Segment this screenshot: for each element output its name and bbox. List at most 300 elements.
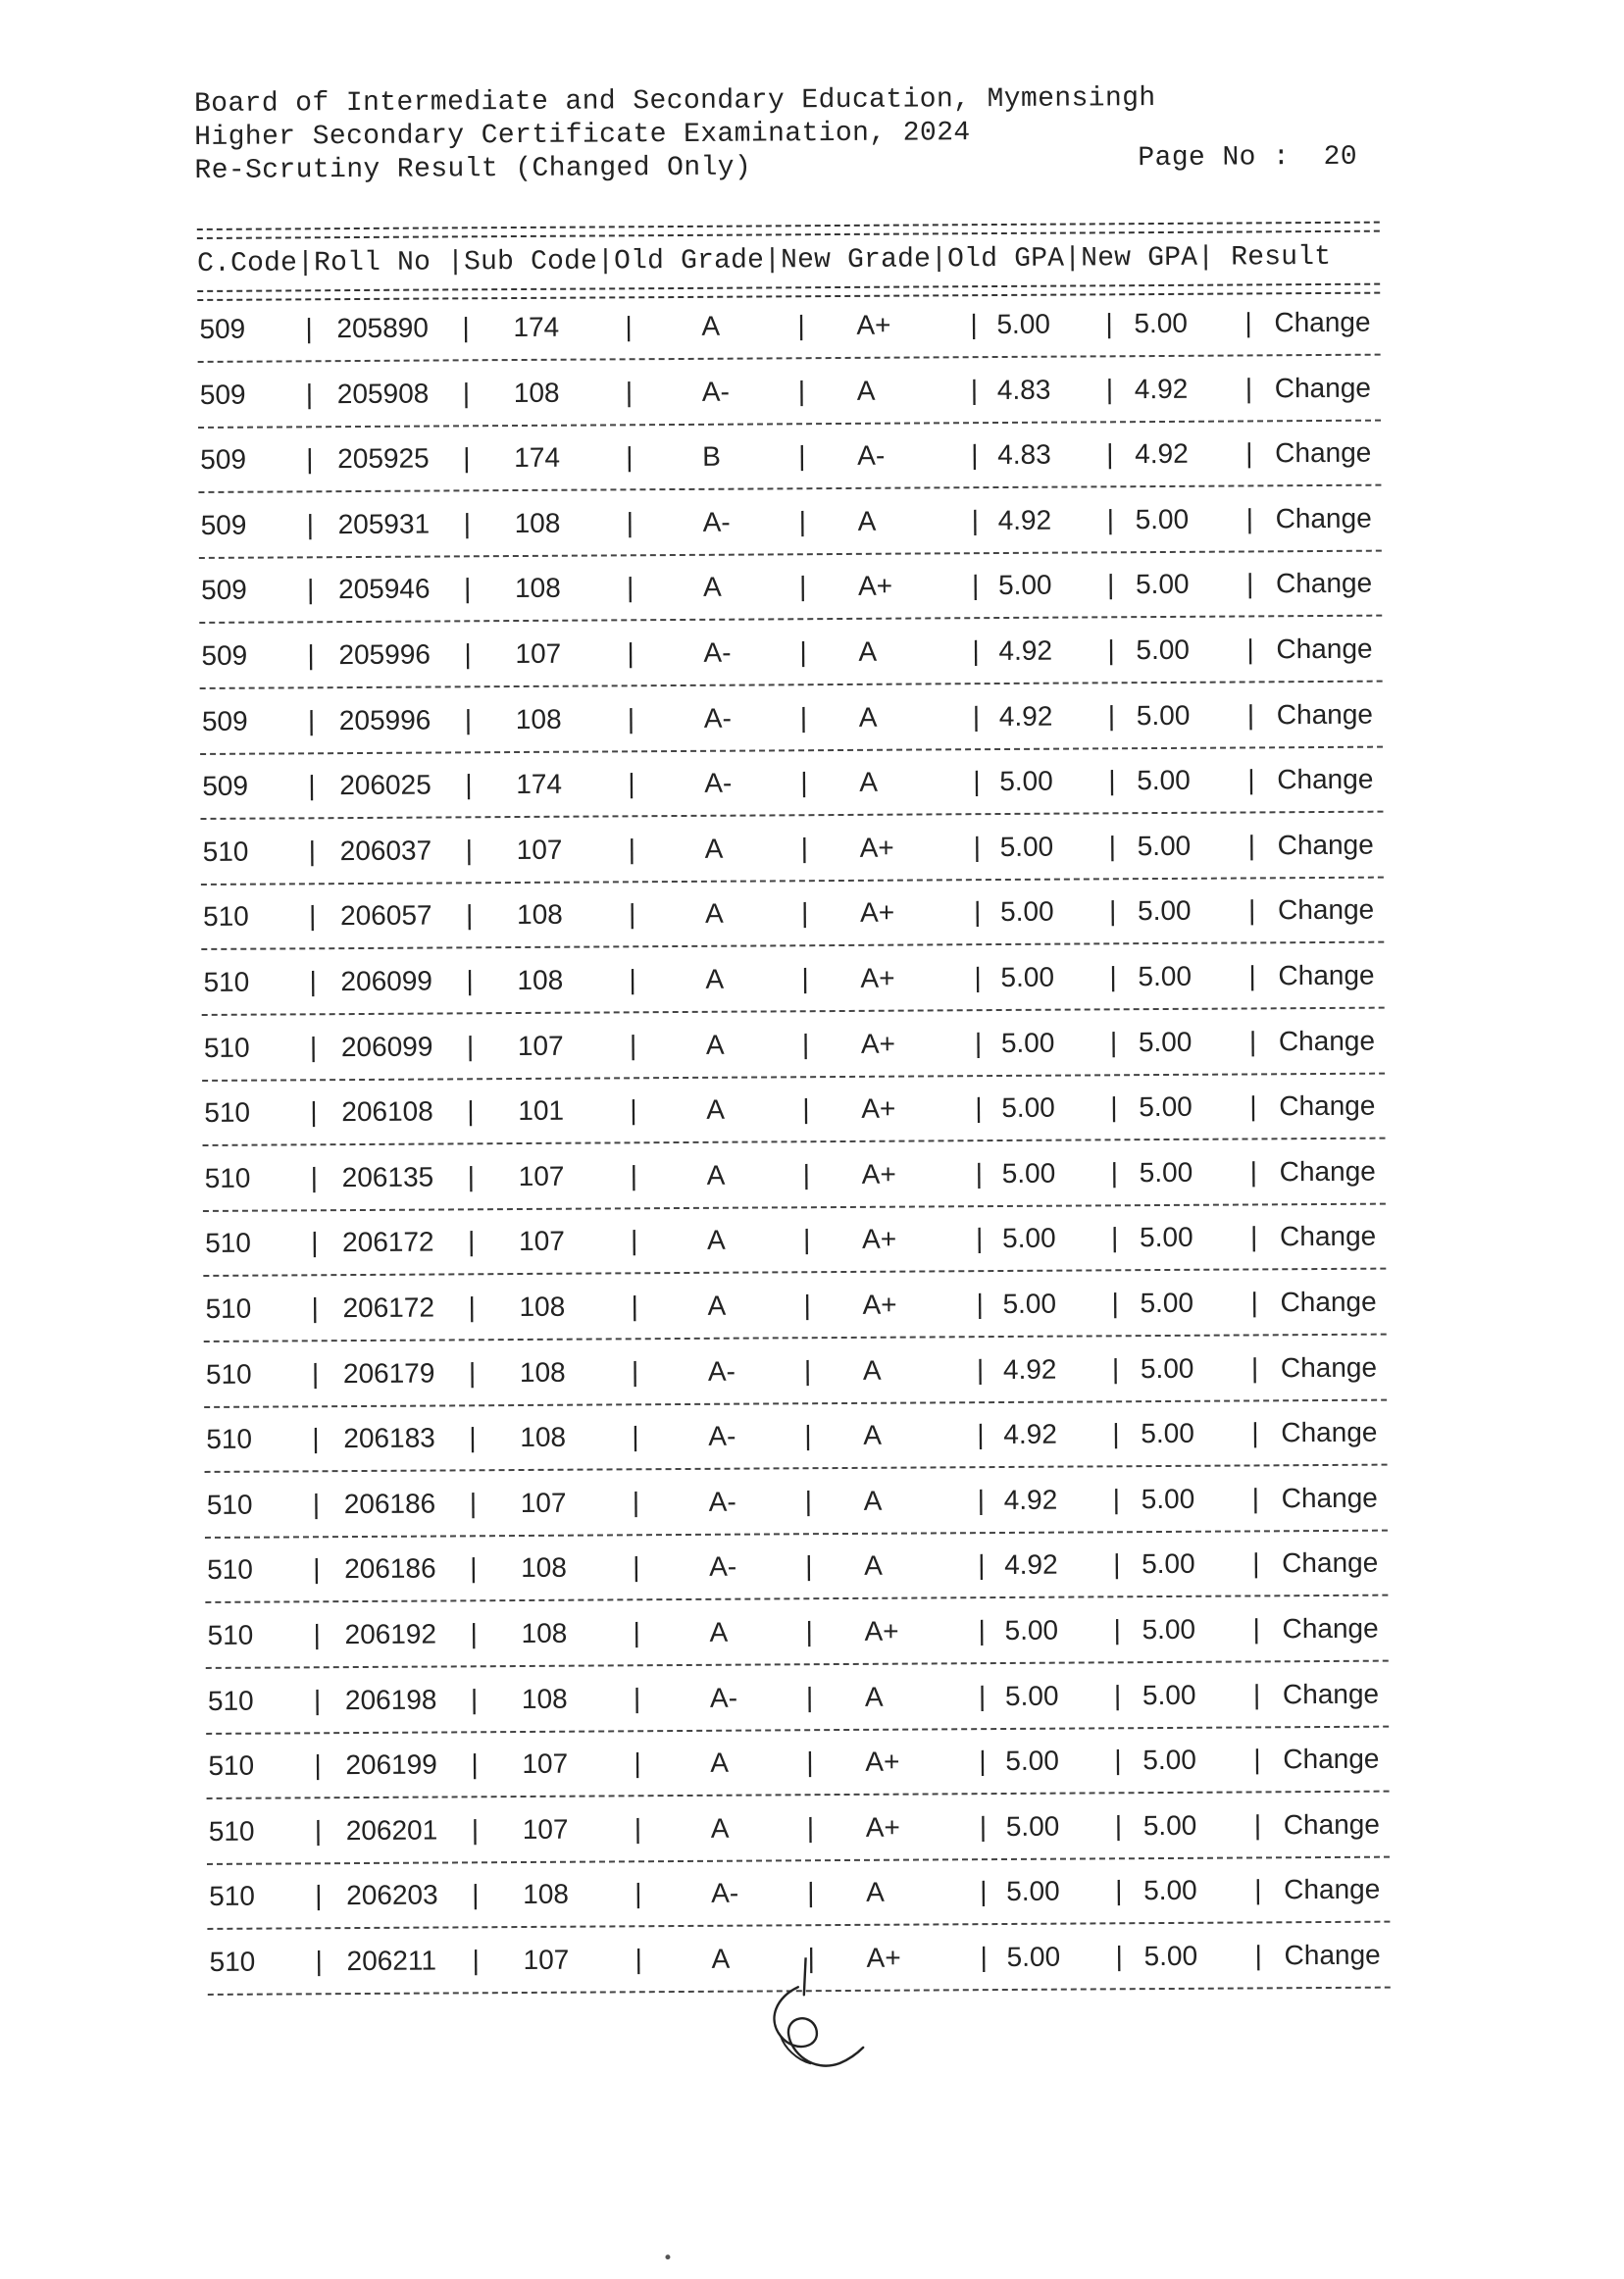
column-separator: | bbox=[1112, 1484, 1121, 1515]
row-divider bbox=[207, 1921, 1390, 1930]
column-separator: | bbox=[800, 897, 809, 929]
column-separator: | bbox=[807, 1877, 815, 1908]
center-code-cell: 509 bbox=[201, 705, 248, 736]
column-separator: | bbox=[975, 1092, 983, 1124]
subject-code-cell: 108 bbox=[519, 1291, 566, 1323]
column-separator: | bbox=[980, 1942, 988, 1973]
column-separator: | bbox=[1252, 1613, 1260, 1645]
old-grade-cell: A bbox=[704, 898, 724, 930]
column-separator: | bbox=[1245, 503, 1254, 534]
column-separator: | bbox=[1110, 1091, 1118, 1123]
column-separator: | bbox=[971, 504, 980, 535]
column-separator: | bbox=[308, 770, 316, 801]
column-separator: | bbox=[632, 1487, 640, 1518]
old-gpa-cell: 4.92 bbox=[1003, 1484, 1058, 1515]
column-separator: | bbox=[973, 831, 982, 862]
column-separator: | bbox=[469, 1422, 477, 1453]
old-grade-cell: A bbox=[706, 1159, 726, 1190]
column-separator: | bbox=[470, 1552, 478, 1584]
table-row bbox=[200, 764, 1387, 810]
column-separator: | bbox=[313, 1553, 321, 1585]
column-separator: | bbox=[1111, 1222, 1119, 1253]
roll-number-cell: 205996 bbox=[338, 704, 431, 735]
subject-code-cell: 107 bbox=[517, 1030, 564, 1061]
roll-number-cell: 205908 bbox=[336, 378, 430, 409]
row-divider bbox=[206, 1725, 1389, 1734]
roll-number-cell: 206025 bbox=[339, 769, 431, 801]
subject-code-cell: 101 bbox=[518, 1094, 565, 1127]
subject-code-cell: 108 bbox=[523, 1879, 570, 1910]
center-code-cell: 510 bbox=[207, 1619, 254, 1650]
column-separator: | bbox=[626, 507, 634, 538]
new-gpa-cell: 5.00 bbox=[1135, 503, 1190, 534]
table-column-headers: C.Code|Roll No |Sub Code|Old Grade|New Grade|Old GPA|New GPA| Result bbox=[196, 241, 1332, 279]
column-separator: | bbox=[802, 1158, 811, 1190]
result-cell: Change bbox=[1276, 698, 1374, 730]
column-separator: | bbox=[1252, 1678, 1261, 1710]
new-gpa-cell: 5.00 bbox=[1142, 1613, 1196, 1646]
row-divider bbox=[206, 1660, 1389, 1669]
subject-code-cell: 107 bbox=[515, 637, 562, 670]
row-divider bbox=[202, 1007, 1385, 1016]
column-separator: | bbox=[1115, 1875, 1123, 1906]
old-gpa-cell: 5.00 bbox=[997, 570, 1052, 601]
column-separator: | bbox=[470, 1618, 478, 1649]
column-separator: | bbox=[974, 1027, 983, 1058]
old-gpa-cell: 5.00 bbox=[999, 831, 1054, 862]
column-separator: | bbox=[801, 963, 809, 994]
new-gpa-cell: 5.00 bbox=[1134, 307, 1189, 339]
column-separator: | bbox=[806, 1811, 815, 1844]
subject-code-cell: 174 bbox=[516, 768, 563, 800]
column-separator: | bbox=[313, 1619, 321, 1650]
column-separator: | bbox=[1108, 831, 1117, 862]
new-gpa-cell: 5.00 bbox=[1142, 1744, 1196, 1776]
column-separator: | bbox=[972, 635, 980, 667]
column-separator: | bbox=[626, 572, 634, 603]
table-row bbox=[207, 1808, 1394, 1854]
column-separator: | bbox=[309, 900, 317, 932]
new-grade-cell: A+ bbox=[859, 832, 894, 863]
roll-number-cell: 206199 bbox=[345, 1748, 437, 1781]
column-separator: | bbox=[634, 1813, 642, 1845]
column-separator: | bbox=[1114, 1810, 1123, 1842]
result-cell: Change bbox=[1277, 763, 1374, 795]
column-separator: | bbox=[629, 964, 636, 995]
table-row bbox=[201, 829, 1388, 875]
column-separator: | bbox=[313, 1684, 322, 1715]
column-separator: | bbox=[464, 638, 472, 670]
new-grade-cell: A+ bbox=[860, 1028, 896, 1059]
subject-code-cell: 108 bbox=[514, 507, 561, 538]
column-separator: | bbox=[978, 1680, 987, 1711]
row-divider bbox=[205, 1529, 1388, 1538]
column-separator: | bbox=[1109, 961, 1117, 992]
result-cell: Change bbox=[1281, 1416, 1378, 1448]
result-cell: Change bbox=[1275, 502, 1372, 534]
column-separator: | bbox=[973, 896, 982, 928]
column-separator: | bbox=[1249, 1090, 1257, 1122]
column-separator: | bbox=[1112, 1418, 1120, 1449]
column-separator: | bbox=[803, 1224, 811, 1255]
scan-speck bbox=[665, 2254, 670, 2259]
column-separator: | bbox=[804, 1420, 812, 1451]
roll-number-cell: 205890 bbox=[336, 312, 429, 344]
result-cell: Change bbox=[1274, 372, 1372, 403]
old-grade-cell: A bbox=[710, 1747, 730, 1779]
column-separator: | bbox=[1110, 1157, 1119, 1189]
center-code-cell: 509 bbox=[200, 443, 247, 476]
page-number: Page No : 20 bbox=[1138, 141, 1358, 175]
column-separator: | bbox=[807, 1943, 815, 1974]
old-grade-cell: A bbox=[704, 833, 724, 864]
column-separator: | bbox=[311, 1227, 319, 1258]
result-cell: Change bbox=[1278, 959, 1375, 991]
column-separator: | bbox=[627, 702, 635, 734]
column-separator: | bbox=[625, 311, 633, 342]
column-separator: | bbox=[979, 1810, 988, 1842]
roll-number-cell: 206211 bbox=[346, 1945, 437, 1977]
row-divider bbox=[198, 484, 1381, 493]
old-grade-cell: A- bbox=[707, 1355, 736, 1387]
column-separator: | bbox=[1244, 373, 1253, 404]
center-code-cell: 510 bbox=[205, 1358, 252, 1390]
column-separator: | bbox=[806, 1747, 814, 1778]
column-separator: | bbox=[466, 965, 474, 996]
column-separator: | bbox=[1247, 830, 1256, 861]
column-separator: | bbox=[1253, 1744, 1261, 1775]
roll-number-cell: 206203 bbox=[346, 1879, 438, 1911]
roll-number-cell: 206183 bbox=[343, 1422, 435, 1454]
column-separator: | bbox=[470, 1683, 479, 1714]
new-gpa-cell: 5.00 bbox=[1143, 1940, 1198, 1972]
new-grade-cell: A- bbox=[857, 439, 886, 472]
column-separator: | bbox=[305, 378, 314, 409]
column-separator: | bbox=[306, 574, 315, 605]
result-cell: Change bbox=[1283, 1743, 1380, 1775]
column-separator: | bbox=[315, 1880, 323, 1911]
column-separator: | bbox=[630, 1094, 637, 1126]
handwritten-signature bbox=[737, 1957, 876, 2105]
roll-number-cell: 206172 bbox=[342, 1291, 435, 1324]
old-grade-cell: B bbox=[702, 440, 722, 473]
table-row bbox=[201, 894, 1388, 940]
column-separator: | bbox=[1106, 438, 1114, 470]
old-gpa-cell: 5.00 bbox=[1005, 1745, 1059, 1777]
column-separator: | bbox=[307, 639, 315, 671]
old-gpa-cell: 5.00 bbox=[1000, 1027, 1055, 1058]
column-separator: | bbox=[1250, 1352, 1259, 1384]
old-gpa-cell: 5.00 bbox=[1001, 1091, 1055, 1124]
column-separator: | bbox=[800, 767, 808, 798]
old-grade-cell: A bbox=[707, 1225, 726, 1256]
new-gpa-cell: 5.00 bbox=[1136, 633, 1191, 666]
column-separator: | bbox=[463, 573, 472, 604]
column-separator: | bbox=[1249, 1156, 1258, 1188]
column-separator: | bbox=[633, 1682, 641, 1713]
new-grade-cell: A+ bbox=[865, 1746, 900, 1778]
column-separator: | bbox=[310, 1162, 319, 1193]
subject-code-cell: 107 bbox=[518, 1160, 565, 1191]
old-grade-cell: A bbox=[709, 1616, 729, 1647]
column-separator: | bbox=[1252, 1547, 1260, 1579]
column-separator: | bbox=[797, 375, 806, 406]
new-grade-cell: A bbox=[863, 1419, 883, 1451]
old-grade-cell: A- bbox=[711, 1878, 739, 1909]
old-gpa-cell: 5.00 bbox=[1005, 1810, 1060, 1842]
new-gpa-cell: 5.00 bbox=[1137, 830, 1192, 861]
result-cell: Change bbox=[1280, 1221, 1377, 1252]
new-grade-cell: A bbox=[863, 1485, 883, 1516]
column-separator: | bbox=[633, 1617, 640, 1648]
table-row bbox=[206, 1744, 1393, 1790]
old-gpa-cell: 5.00 bbox=[1006, 1876, 1060, 1907]
new-grade-cell: A+ bbox=[865, 1811, 900, 1843]
column-separator: | bbox=[799, 636, 807, 668]
column-separator: | bbox=[629, 1029, 637, 1060]
column-separator: | bbox=[799, 701, 808, 733]
subject-code-cell: 108 bbox=[520, 1421, 567, 1453]
roll-number-cell: 205946 bbox=[337, 573, 431, 605]
column-separator: | bbox=[308, 836, 317, 867]
column-separator: | bbox=[310, 1096, 318, 1128]
subject-code-cell: 107 bbox=[523, 1944, 570, 1975]
subject-code-cell: 108 bbox=[515, 703, 562, 734]
column-separator: | bbox=[634, 1747, 641, 1779]
center-code-cell: 510 bbox=[209, 1881, 256, 1912]
column-separator: | bbox=[798, 440, 806, 472]
row-divider bbox=[199, 615, 1382, 624]
new-gpa-cell: 5.00 bbox=[1137, 765, 1191, 796]
old-gpa-cell: 5.00 bbox=[999, 896, 1054, 928]
old-grade-cell: A- bbox=[709, 1551, 737, 1583]
subject-code-cell: 108 bbox=[519, 1356, 566, 1388]
roll-number-cell: 206201 bbox=[345, 1814, 438, 1846]
column-separator: | bbox=[974, 962, 982, 993]
old-gpa-cell: 5.00 bbox=[1004, 1614, 1059, 1646]
new-gpa-cell: 4.92 bbox=[1135, 438, 1189, 470]
table-row bbox=[199, 502, 1386, 548]
old-gpa-cell: 5.00 bbox=[1002, 1288, 1057, 1319]
roll-number-cell: 206037 bbox=[339, 835, 432, 866]
roll-number-cell: 206186 bbox=[344, 1552, 436, 1585]
column-separator: | bbox=[469, 1488, 478, 1519]
old-gpa-cell: 4.92 bbox=[1004, 1549, 1058, 1581]
column-separator: | bbox=[628, 834, 636, 865]
result-cell: Change bbox=[1281, 1482, 1378, 1514]
column-separator: | bbox=[1245, 568, 1254, 599]
new-gpa-cell: 5.00 bbox=[1140, 1352, 1194, 1384]
new-grade-cell: A+ bbox=[860, 962, 895, 993]
table-row bbox=[202, 1090, 1389, 1137]
column-separator: | bbox=[805, 1681, 814, 1712]
column-separator: | bbox=[465, 769, 473, 800]
row-divider bbox=[203, 1268, 1386, 1277]
result-cell: Change bbox=[1284, 1874, 1381, 1905]
row-divider bbox=[204, 1334, 1387, 1342]
new-grade-cell: A bbox=[858, 701, 878, 733]
result-cell: Change bbox=[1278, 1025, 1376, 1056]
column-separator: | bbox=[978, 1549, 986, 1581]
column-separator: | bbox=[311, 1357, 320, 1389]
old-gpa-cell: 4.92 bbox=[1002, 1353, 1057, 1385]
column-separator: | bbox=[309, 1031, 318, 1062]
column-separator: | bbox=[805, 1616, 813, 1647]
old-gpa-cell: 4.83 bbox=[996, 374, 1051, 405]
column-separator: | bbox=[1108, 765, 1116, 796]
column-separator: | bbox=[632, 1421, 639, 1452]
new-gpa-cell: 5.00 bbox=[1140, 1222, 1193, 1253]
old-grade-cell: A bbox=[702, 572, 722, 603]
column-separator: | bbox=[467, 1161, 476, 1192]
column-separator: | bbox=[462, 312, 470, 343]
column-separator: | bbox=[1251, 1483, 1260, 1514]
new-grade-cell: A bbox=[864, 1550, 883, 1582]
new-gpa-cell: 5.00 bbox=[1138, 960, 1193, 992]
column-separator: | bbox=[980, 1876, 988, 1907]
center-code-cell: 510 bbox=[202, 836, 249, 867]
column-separator: | bbox=[625, 376, 634, 407]
row-divider bbox=[204, 1398, 1387, 1407]
result-cell: Change bbox=[1280, 1351, 1378, 1383]
old-grade-cell: A bbox=[707, 1290, 727, 1321]
column-separator: | bbox=[463, 508, 472, 539]
roll-number-cell: 206099 bbox=[340, 1031, 433, 1062]
column-separator: | bbox=[970, 374, 979, 405]
column-separator: | bbox=[1247, 764, 1255, 795]
row-divider bbox=[200, 681, 1383, 689]
column-separator: | bbox=[1106, 504, 1115, 535]
column-separator: | bbox=[315, 1946, 323, 1977]
column-separator: | bbox=[979, 1746, 987, 1777]
center-code-cell: 509 bbox=[200, 509, 247, 540]
column-separator: | bbox=[977, 1419, 985, 1450]
column-separator: | bbox=[314, 1749, 322, 1781]
column-separator: | bbox=[798, 506, 807, 537]
column-separator: | bbox=[466, 1030, 475, 1061]
old-gpa-cell: 5.00 bbox=[1000, 961, 1055, 993]
new-gpa-cell: 4.92 bbox=[1134, 373, 1189, 404]
subject-code-cell: 107 bbox=[522, 1813, 569, 1845]
column-separator: | bbox=[1113, 1614, 1121, 1646]
column-separator: | bbox=[804, 1485, 813, 1517]
row-divider bbox=[205, 1595, 1388, 1603]
column-separator: | bbox=[307, 704, 316, 735]
center-code-cell: 509 bbox=[199, 379, 246, 410]
new-grade-cell: A bbox=[858, 635, 878, 667]
column-separator: | bbox=[1106, 569, 1115, 600]
table-row bbox=[200, 698, 1387, 744]
result-cell: Change bbox=[1277, 829, 1374, 861]
old-grade-cell: A- bbox=[708, 1420, 736, 1452]
table-row bbox=[206, 1678, 1393, 1724]
table-row bbox=[203, 1155, 1390, 1201]
result-cell: Change bbox=[1275, 568, 1373, 599]
center-code-cell: 510 bbox=[204, 1162, 251, 1193]
column-separator: | bbox=[306, 509, 315, 540]
center-code-cell: 510 bbox=[209, 1946, 256, 1977]
subject-code-cell: 107 bbox=[516, 834, 563, 865]
column-separator: | bbox=[468, 1226, 476, 1257]
table-row bbox=[198, 437, 1385, 483]
table-row bbox=[204, 1351, 1391, 1397]
row-divider bbox=[198, 419, 1381, 428]
new-grade-cell: A+ bbox=[862, 1289, 897, 1320]
subject-code-cell: 108 bbox=[517, 964, 564, 996]
table-row bbox=[199, 633, 1386, 680]
row-divider bbox=[201, 876, 1384, 885]
column-separator: | bbox=[970, 309, 978, 340]
table-row bbox=[205, 1482, 1392, 1528]
new-gpa-cell: 5.00 bbox=[1142, 1548, 1195, 1580]
center-code-cell: 510 bbox=[207, 1554, 253, 1586]
column-separator: | bbox=[1253, 1809, 1262, 1841]
new-grade-cell: A bbox=[857, 505, 877, 536]
column-separator: | bbox=[631, 1225, 638, 1256]
table-row bbox=[199, 568, 1386, 614]
new-gpa-cell: 5.00 bbox=[1138, 1026, 1193, 1057]
column-separator: | bbox=[471, 1814, 480, 1846]
column-separator: | bbox=[465, 835, 474, 866]
old-gpa-cell: 5.00 bbox=[1004, 1680, 1059, 1711]
column-separator: | bbox=[1111, 1352, 1120, 1384]
result-cell: Change bbox=[1276, 633, 1373, 665]
row-divider bbox=[200, 811, 1383, 820]
column-separator: | bbox=[1251, 1417, 1259, 1448]
center-code-cell: 509 bbox=[200, 575, 247, 606]
old-grade-cell: A bbox=[701, 310, 721, 341]
column-separator: | bbox=[314, 1815, 323, 1847]
column-separator: | bbox=[306, 443, 314, 475]
new-gpa-cell: 5.00 bbox=[1141, 1417, 1194, 1449]
row-divider bbox=[199, 549, 1382, 558]
result-cell: Change bbox=[1282, 1612, 1379, 1645]
exam-title: Higher Secondary Certificate Examination, 2024 bbox=[194, 118, 971, 154]
old-grade-cell: A bbox=[711, 1943, 731, 1974]
old-grade-cell: A- bbox=[708, 1486, 736, 1517]
row-divider bbox=[203, 1138, 1386, 1146]
column-separator: | bbox=[973, 766, 981, 797]
new-gpa-cell: 5.00 bbox=[1142, 1809, 1197, 1841]
center-code-cell: 510 bbox=[207, 1685, 254, 1716]
result-cell: Change bbox=[1284, 1939, 1381, 1971]
subject-code-cell: 174 bbox=[513, 311, 560, 343]
new-grade-cell: A+ bbox=[861, 1158, 896, 1190]
column-separator: | bbox=[797, 310, 805, 341]
center-code-cell: 510 bbox=[203, 966, 250, 997]
result-cell: Change bbox=[1283, 1808, 1380, 1841]
old-grade-cell: A bbox=[705, 1029, 725, 1060]
new-grade-cell: A bbox=[856, 375, 876, 406]
old-gpa-cell: 4.92 bbox=[997, 504, 1052, 535]
new-grade-cell: A bbox=[866, 1877, 885, 1908]
column-separator: | bbox=[801, 1028, 810, 1059]
column-separator: | bbox=[800, 832, 809, 864]
column-separator: | bbox=[1113, 1548, 1121, 1580]
old-gpa-cell: 4.83 bbox=[997, 438, 1051, 471]
old-gpa-cell: 5.00 bbox=[1001, 1157, 1056, 1189]
column-separator: | bbox=[1246, 699, 1255, 731]
column-separator: | bbox=[1250, 1287, 1258, 1318]
old-gpa-cell: 4.92 bbox=[1003, 1418, 1057, 1450]
row-divider bbox=[207, 1791, 1390, 1799]
subject-code-cell: 107 bbox=[520, 1487, 567, 1518]
old-grade-cell: A bbox=[710, 1812, 730, 1844]
old-grade-cell: A- bbox=[709, 1682, 738, 1713]
new-grade-cell: A+ bbox=[862, 1224, 897, 1255]
roll-number-cell: 205996 bbox=[338, 638, 431, 671]
column-separator: | bbox=[468, 1356, 477, 1388]
